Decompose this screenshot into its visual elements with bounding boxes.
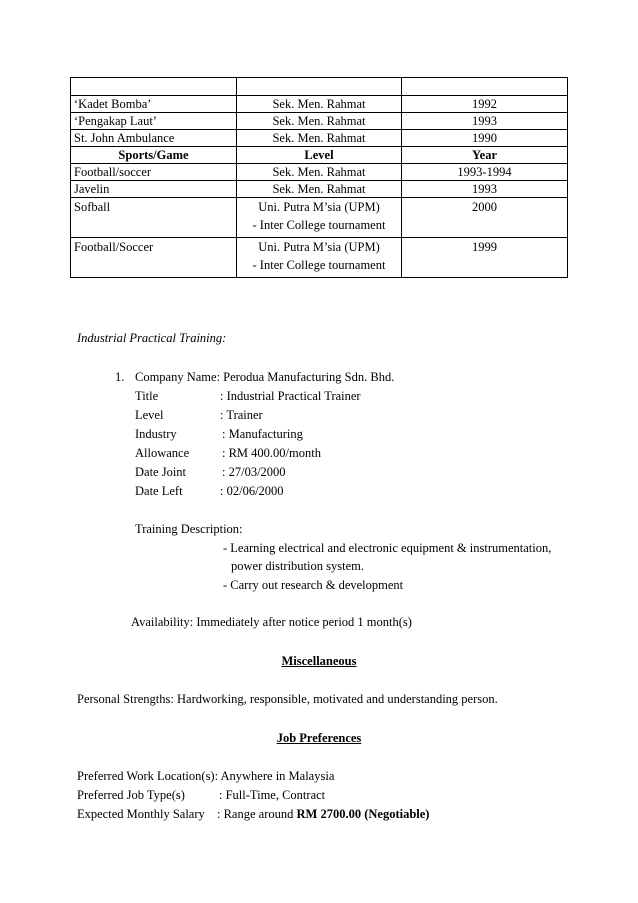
activity-year: 1992	[402, 96, 568, 113]
preferred-job-type-value: : Full-Time, Contract	[219, 788, 326, 802]
sport-level: Uni. Putra M’sia (UPM)	[258, 200, 380, 214]
table-row	[71, 113, 568, 130]
sport-name: Javelin	[71, 181, 237, 198]
table-row	[71, 198, 568, 238]
sport-level: Uni. Putra M’sia (UPM)	[258, 240, 380, 254]
activity-name: St. John Ambulance	[71, 130, 237, 147]
expected-salary-label: Expected Monthly Salary	[77, 807, 205, 821]
training-heading: Industrial Practical Training:	[77, 331, 227, 345]
sport-level-cell	[237, 198, 402, 238]
activities-table	[70, 77, 568, 278]
preferred-job-type-label: Preferred Job Type(s)	[77, 788, 185, 802]
expected-salary-value	[217, 807, 429, 822]
field-value-date-left: : 02/06/2000	[220, 484, 284, 498]
field-label-title: Title	[135, 389, 159, 403]
job-preferences-heading: Job Preferences	[276, 731, 362, 745]
table-row	[71, 78, 568, 96]
field-label-date-left: Date Left	[135, 484, 183, 498]
field-value-level: : Trainer	[220, 408, 263, 422]
table-row	[71, 130, 568, 147]
activity-level: Sek. Men. Rahmat	[237, 130, 402, 147]
sport-name: Sofball	[71, 198, 237, 238]
header-level: Level	[237, 147, 402, 164]
activity-year: 1990	[402, 130, 568, 147]
field-label-level: Level	[135, 408, 164, 422]
header-year: Year	[402, 147, 568, 164]
table-row	[71, 181, 568, 198]
preferred-location: Preferred Work Location(s): Anywhere in Malaysia	[77, 769, 335, 783]
activity-level: Sek. Men. Rahmat	[237, 96, 402, 113]
sport-name: Football/soccer	[71, 164, 237, 181]
availability-text: Availability: Immediately after notice period 1 month(s)	[131, 615, 412, 629]
salary-amount: RM 2700.00 (Negotiable)	[296, 807, 430, 821]
sport-year: 2000	[402, 198, 568, 238]
training-description-item-cont: power distribution system.	[231, 559, 364, 573]
table-row	[71, 164, 568, 181]
sport-level: Sek. Men. Rahmat	[237, 164, 402, 181]
field-value-date-joint: : 27/03/2000	[222, 465, 286, 479]
activity-name: ‘Pengakap Laut’	[71, 113, 237, 130]
field-value-industry: : Manufacturing	[222, 427, 303, 441]
sport-year: 1993-1994	[402, 164, 568, 181]
field-value-title: : Industrial Practical Trainer	[220, 389, 361, 403]
table-header-row	[71, 147, 568, 164]
field-value-allowance: : RM 400.00/month	[222, 446, 321, 460]
sport-year: 1999	[402, 238, 568, 278]
salary-prefix: : Range around	[217, 807, 297, 821]
field-label-date-joint: Date Joint	[135, 465, 187, 479]
header-sports-game: Sports/Game	[71, 147, 237, 164]
sport-level-cell	[237, 238, 402, 278]
training-description-item: - Carry out research & development	[223, 578, 404, 592]
personal-strengths: Personal Strengths: Hardworking, responsible, motivated and understanding person.	[77, 692, 498, 706]
company-name: Company Name: Perodua Manufacturing Sdn. Bhd.	[135, 370, 395, 384]
sport-level-detail: - Inter College tournament	[252, 258, 386, 272]
table-row	[71, 238, 568, 278]
training-description-item: - Learning electrical and electronic equipment & instrumentation,	[223, 541, 552, 555]
sport-level-detail: - Inter College tournament	[252, 218, 386, 232]
sport-level: Sek. Men. Rahmat	[237, 181, 402, 198]
sport-year: 1993	[402, 181, 568, 198]
miscellaneous-heading: Miscellaneous	[281, 654, 357, 668]
sport-name: Football/Soccer	[71, 238, 237, 278]
activity-year: 1993	[402, 113, 568, 130]
table-row	[71, 96, 568, 113]
field-label-allowance: Allowance	[135, 446, 190, 460]
activity-level: Sek. Men. Rahmat	[237, 113, 402, 130]
training-description-label: Training Description:	[135, 522, 243, 536]
list-number: 1.	[115, 370, 125, 384]
field-label-industry: Industry	[135, 427, 177, 441]
activity-name: ‘Kadet Bomba’	[71, 96, 237, 113]
